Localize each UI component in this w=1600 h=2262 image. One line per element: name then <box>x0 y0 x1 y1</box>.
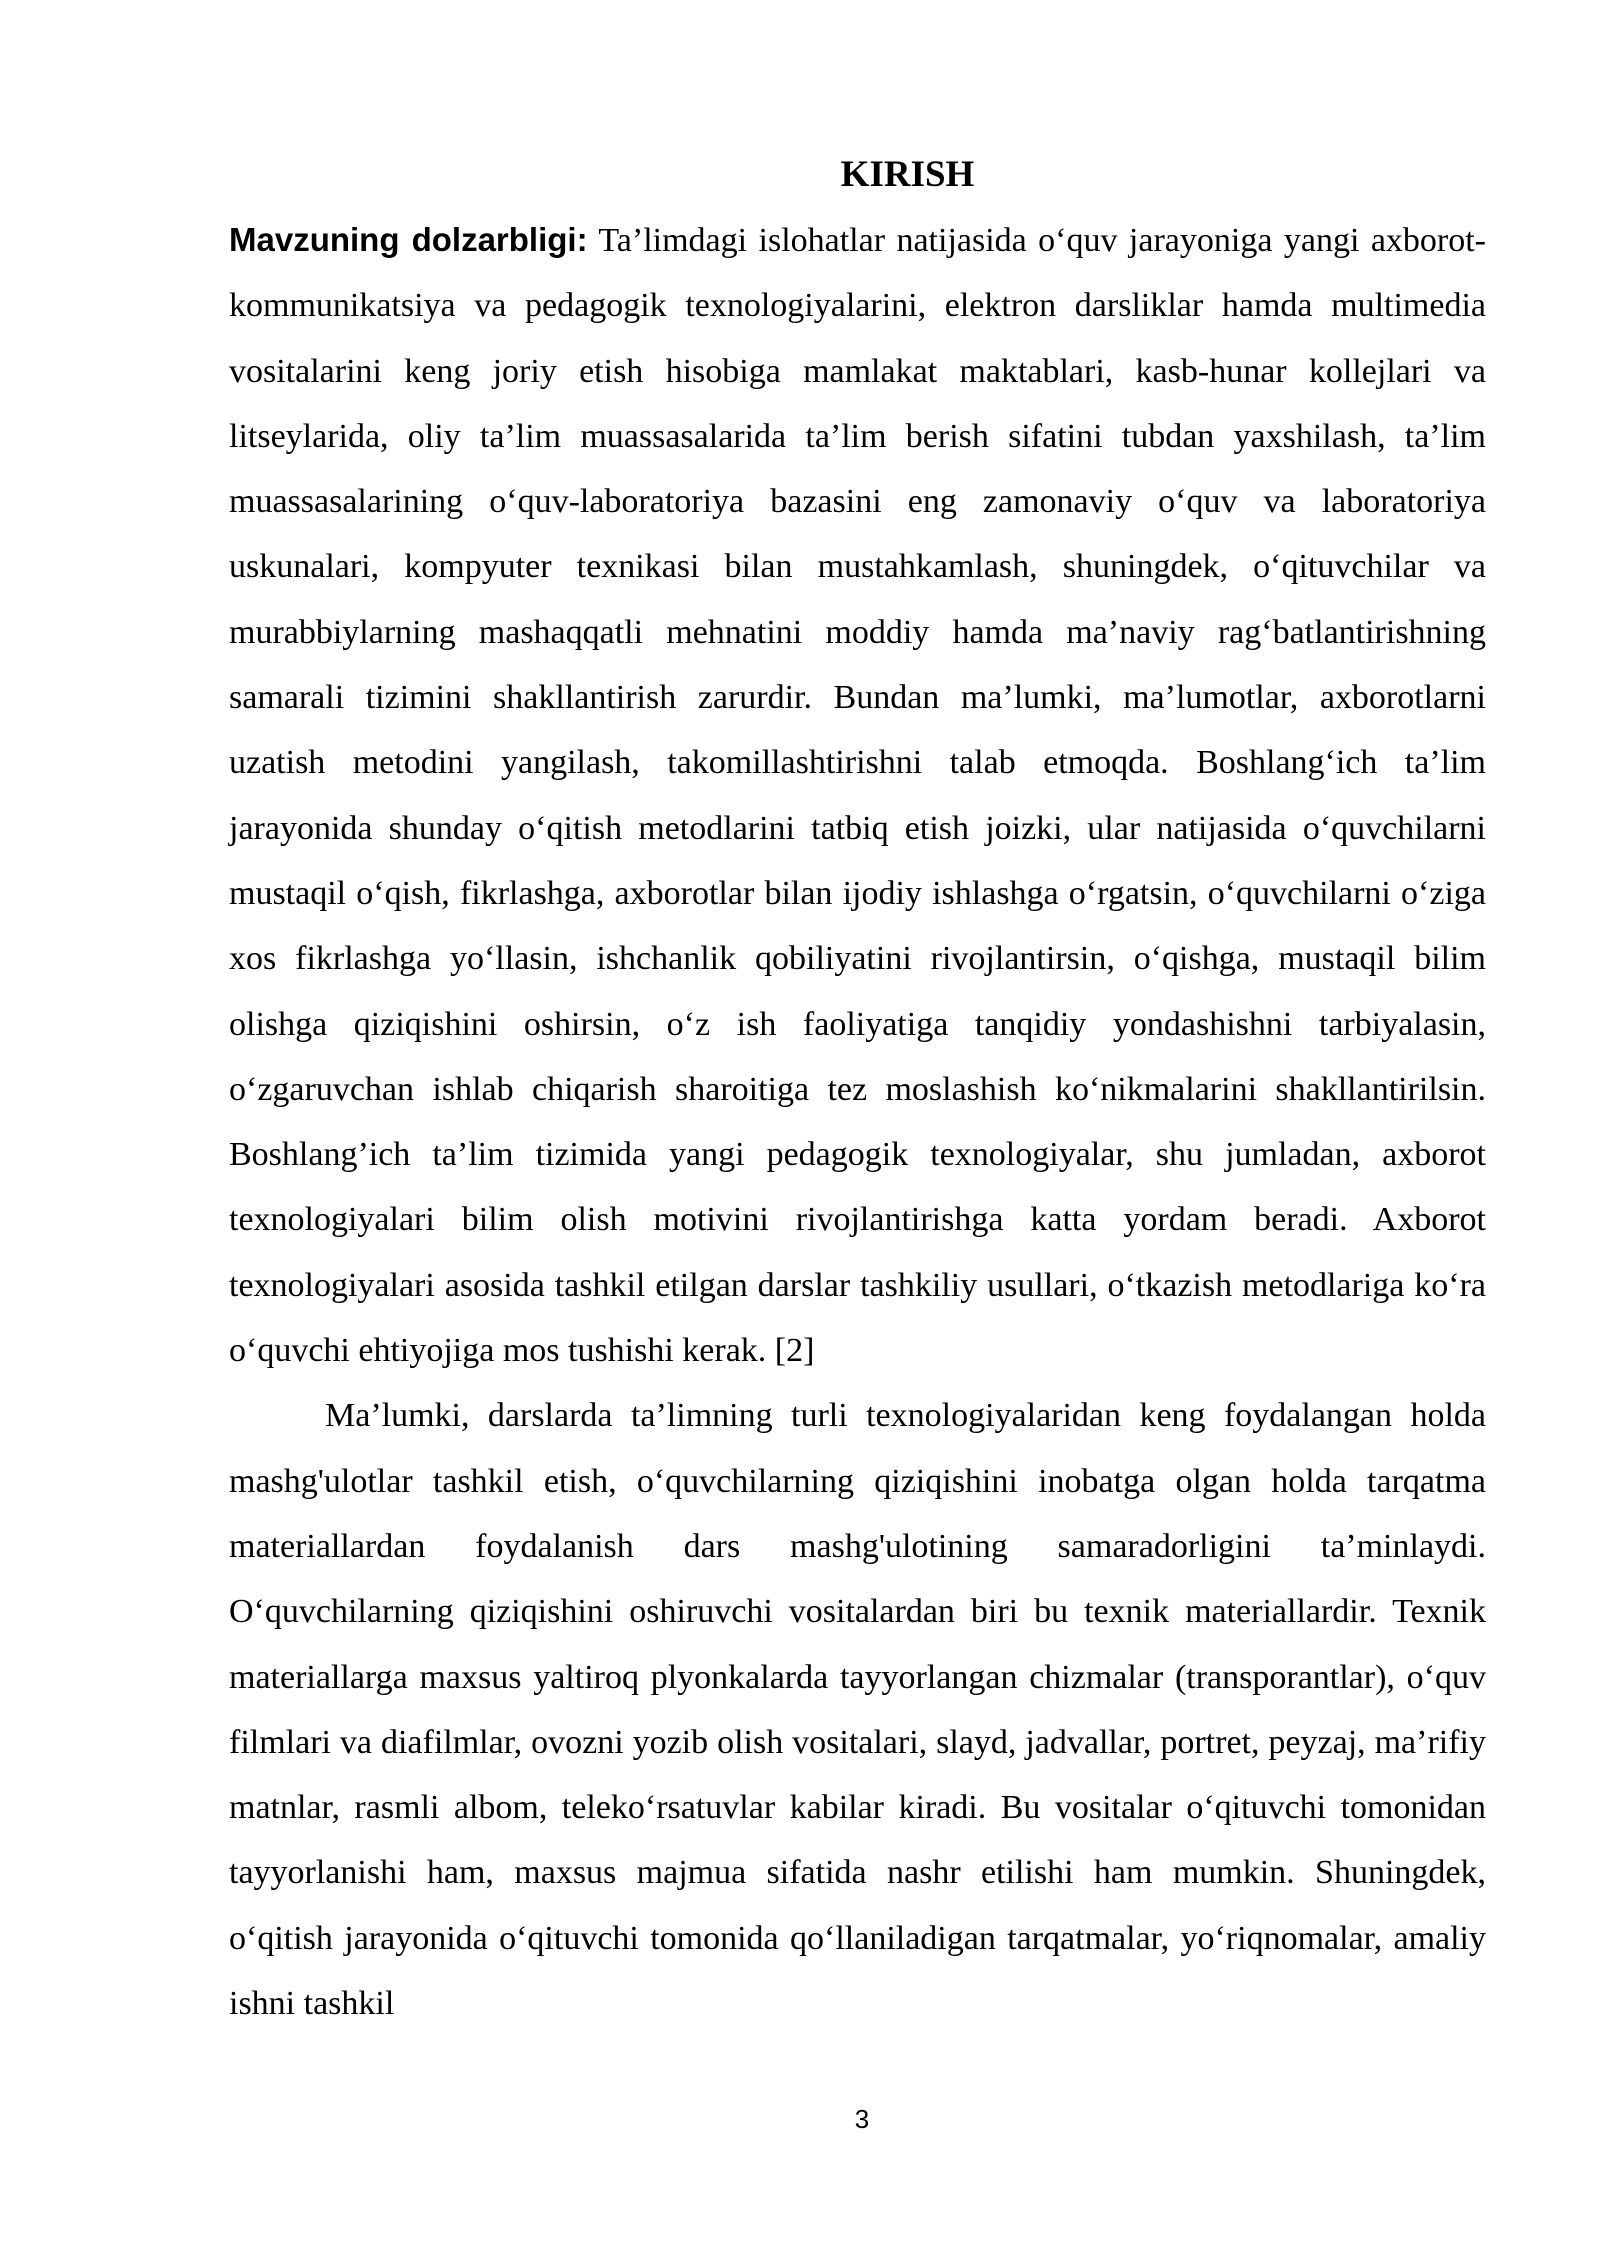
page-number: 3 <box>854 2104 870 2134</box>
paragraph-technical-materials: Ma’lumki, darslarda ta’limning turli texnologiyalaridan keng foydalangan holda mashg'ulotlar tashkil etish, o‘quvchilarning qiziqishini inobatga olgan holda tarqatma materiallardan foydalanish dars mashg'ulotining samaradorligini ta’minlaydi. O‘quvchilarning qiziqishini oshiruvchi vositalardan biri bu texnik materiallardir. Texnik materiallarga maxsus yaltiroq plyonkalarda tayyorlangan chizmalar (transporantlar), o‘quv filmlari va diafilmlar, ovozni yozib olish vositalari, slayd, jadvallar, portret, peyzaj, ma’rifiy matnlar, rasmli albom, teleko‘rsatuvlar kabilar kiradi. Bu vositalar o‘qituvchi tomonidan tayyorlanishi ham, maxsus majmua sifatida nashr etilishi ham mumkin. Shuningdek, o‘qitish jarayonida o‘qituvchi tomonida qo‘llaniladigan tarqatmalar, yo‘riqnomalar, amaliy ishni tashkil <box>229 1397 1486 2023</box>
page-content <box>229 150 1486 2036</box>
paragraph-relevance <box>229 207 1486 1383</box>
paragraph-lead-label: Mavzuning dolzarbligi: <box>229 221 588 258</box>
paragraph-body-text: Ta’limdagi islohatlar natijasida o‘quv jarayoniga yangi axborot-kommunikatsiya va pedagogik texnologiyalarini, elektron darsliklar hamda multimedia vositalarini keng joriy etish hisobiga mamlakat maktablari, kasb-hunar kollejlari va litseylarida, oliy ta’lim muassasalarida ta’lim berish sifatini tubdan yaxshilash, ta’lim muassasalarining o‘quv-laboratoriya bazasini eng zamonaviy o‘quv va laboratoriya uskunalari, kompyuter texnikasi bilan mustahkamlash, shuningdek, o‘qituvchilar va murabbiylarning mashaqqatli mehnatini moddiy hamda ma’naviy rag‘batlantirishning samarali tizimini shakllantirish zarurdir. Bundan ma’lumki, ma’lumotlar, axborotlarni uzatish metodini yangilash, takomillashtirishni talab etmoqda. Boshlang‘ich ta’lim jarayonida shunday o‘qitish metodlarini tatbiq etish joizki, ular natijasida o‘quvchilarni mustaqil o‘qish, fikrlashga, axborotlar bilan ijodiy ishlashga o‘rgatsin, o‘quvchilarni o‘ziga xos fikrlashga yo‘llasin, ishchanlik qobiliyatini rivojlantirsin, o‘qishga, mustaqil bilim olishga qiziqishini oshirsin, o‘z ish faoliyatiga tanqidiy yondashishni tarbiyalasin, o‘zgaruvchan ishlab chiqarish sharoitiga tez moslashish ko‘nikmalarini shakllantirilsin. Boshlang’ich ta’lim tizimida yangi pedagogik texnologiyalar, shu jumladan, axborot texnologiyalari bilim olish motivini rivojlantirishga katta yordam beradi. Axborot texnologiyalari asosida tashkil etilgan darslar tashkiliy usullari, o‘tkazish metodlariga ko‘ra o‘quvchi ehtiyojiga mos tushishi kerak. [2] <box>229 222 1486 1370</box>
section-heading: KIRISH <box>840 154 975 195</box>
